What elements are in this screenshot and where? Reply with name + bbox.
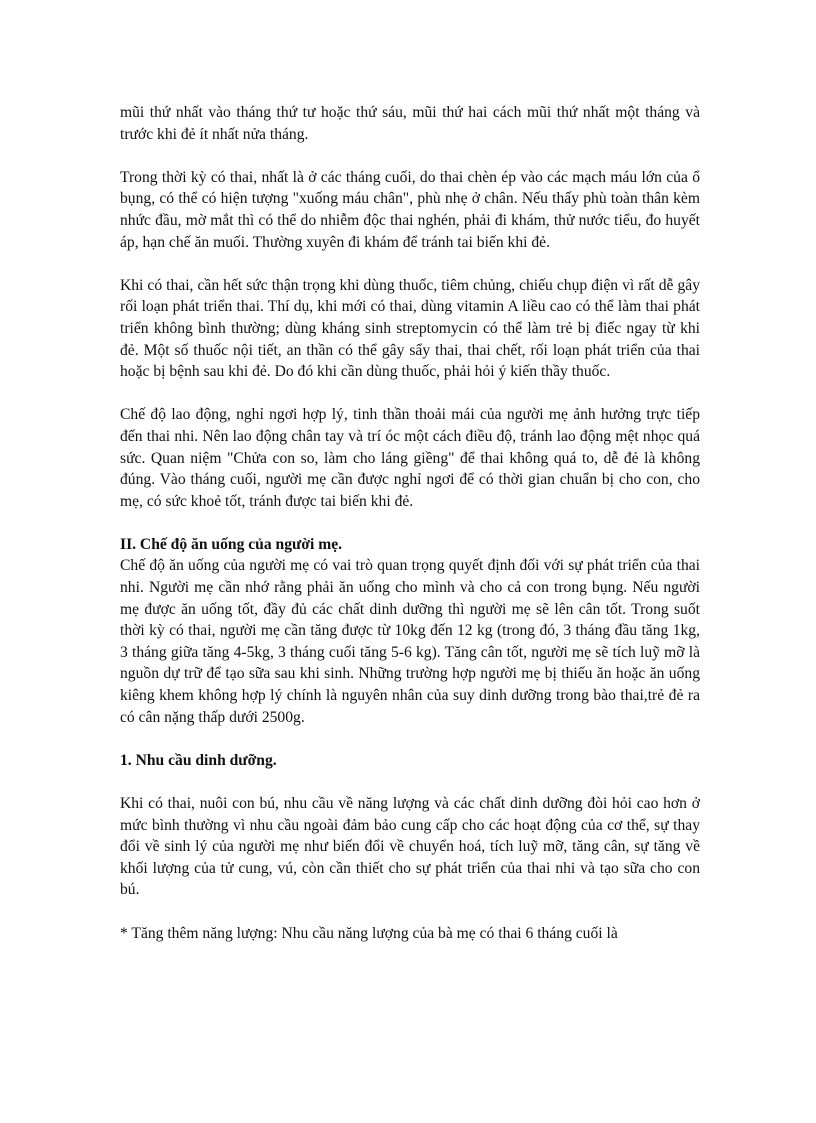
paragraph-medication-caution: Khi có thai, cần hết sức thận trọng khi dùng thuốc, tiêm chủng, chiếu chụp điện vì rất dễ gây rối loạn phát triển thai. Thí dụ, khi mới có thai, dùng vitamin A liều cao có thể làm thai phát triển không bình thường; dùng kháng sinh streptomycin có thể làm trẻ bị điếc ngay từ khi đẻ. Một số thuốc nội tiết, an thần có thể gây sẩy thai, thai chết, rối loạn phát triển của thai hoặc bị bệnh sau khi đẻ. Do đó khi cần dùng thuốc, phải hỏi ý kiến thầy thuốc. bbox=[120, 276, 700, 381]
section-heading-diet: II. Chế độ ăn uống của người mẹ. bbox=[120, 535, 343, 553]
paragraph-diet-role: Chế độ ăn uống của người mẹ có vai trò quan trọng quyết định đối với sự phát triển của thai nhi. Người mẹ cần nhớ rằng phải ăn uống cho mình và cho cả con trong bụng. Nếu người mẹ được ăn uống tốt, đầy đủ các chất dinh dưỡng thì người mẹ sẽ lên cân tốt. Trong suốt thời kỳ có thai, người mẹ cần tăng được từ 10kg đến 12 kg (trong đó, 3 tháng đầu tăng 1kg, 3 tháng giữa tăng 4-5kg, 3 tháng cuối tăng 5-6 kg). Tăng cân tốt, người mẹ sẽ tích luỹ mỡ là nguồn dự trữ để tạo sữa sau khi sinh. Những trường hợp người mẹ bị thiếu ăn hoặc ăn uống kiêng khem không hợp lý chính là nguyên nhân của suy dinh dưỡng trong bào thai,trẻ đẻ ra có cân nặng thấp dưới 2500g. bbox=[120, 557, 700, 726]
paragraph-leg-swelling: Trong thời kỳ có thai, nhất là ở các tháng cuối, do thai chèn ép vào các mạch máu lớn của ổ bụng, có thể có hiện tượng "xuống máu chân", phù nhẹ ở chân. Nếu thấy phù toàn thân kèm nhức đầu, mờ mắt thì có thể do nhiễm độc thai nghén, phải đi khám, thử nước tiểu, đo huyết áp, hạn chế ăn muối. Thường xuyên đi khám để tránh tai biến khi đẻ. bbox=[120, 168, 700, 251]
paragraph-work-rest: Chế độ lao động, nghỉ ngơi hợp lý, tinh thần thoải mái của người mẹ ảnh hưởng trực tiếp đến thai nhi. Nên lao động chân tay và trí óc một cách điều độ, tránh lao động mệt nhọc quá sức. Quan niệm "Chửa con so, làm cho láng giềng" để thai không quá to, dễ đẻ là không đúng. Vào tháng cuối, người mẹ cần được nghỉ ngơi để có thời gian chuẩn bị cho con, cho mẹ, có sức khoẻ tốt, tránh được tai biến khi đẻ. bbox=[120, 406, 700, 510]
document-page bbox=[120, 102, 700, 944]
paragraph-nutrition-needs: Khi có thai, nuôi con bú, nhu cầu về năng lượng và các chất dinh dưỡng đòi hỏi cao hơn ở mức bình thường vì nhu cầu ngoài đảm bảo cung cấp cho các hoạt động của cơ thể, sự thay đổi về sinh lý của người mẹ như biến đổi về chuyển hoá, tích luỹ mỡ, tăng cân, sự tăng về khối lượng của tử cung, vú, còn cần thiết cho sự phát triển của thai nhi và tạo sữa cho con bú. bbox=[120, 795, 700, 899]
paragraph-vaccination-schedule: mũi thứ nhất vào tháng thứ tư hoặc thứ sáu, mũi thứ hai cách mũi thứ nhất một tháng và trước khi đẻ ít nhất nửa tháng. bbox=[120, 104, 700, 143]
paragraph-energy-increase: * Tăng thêm năng lượng: Nhu cầu năng lượng của bà mẹ có thai 6 tháng cuối là bbox=[120, 924, 618, 942]
subsection-heading-nutrition-needs: 1. Nhu cầu dinh dưỡng. bbox=[120, 751, 277, 769]
